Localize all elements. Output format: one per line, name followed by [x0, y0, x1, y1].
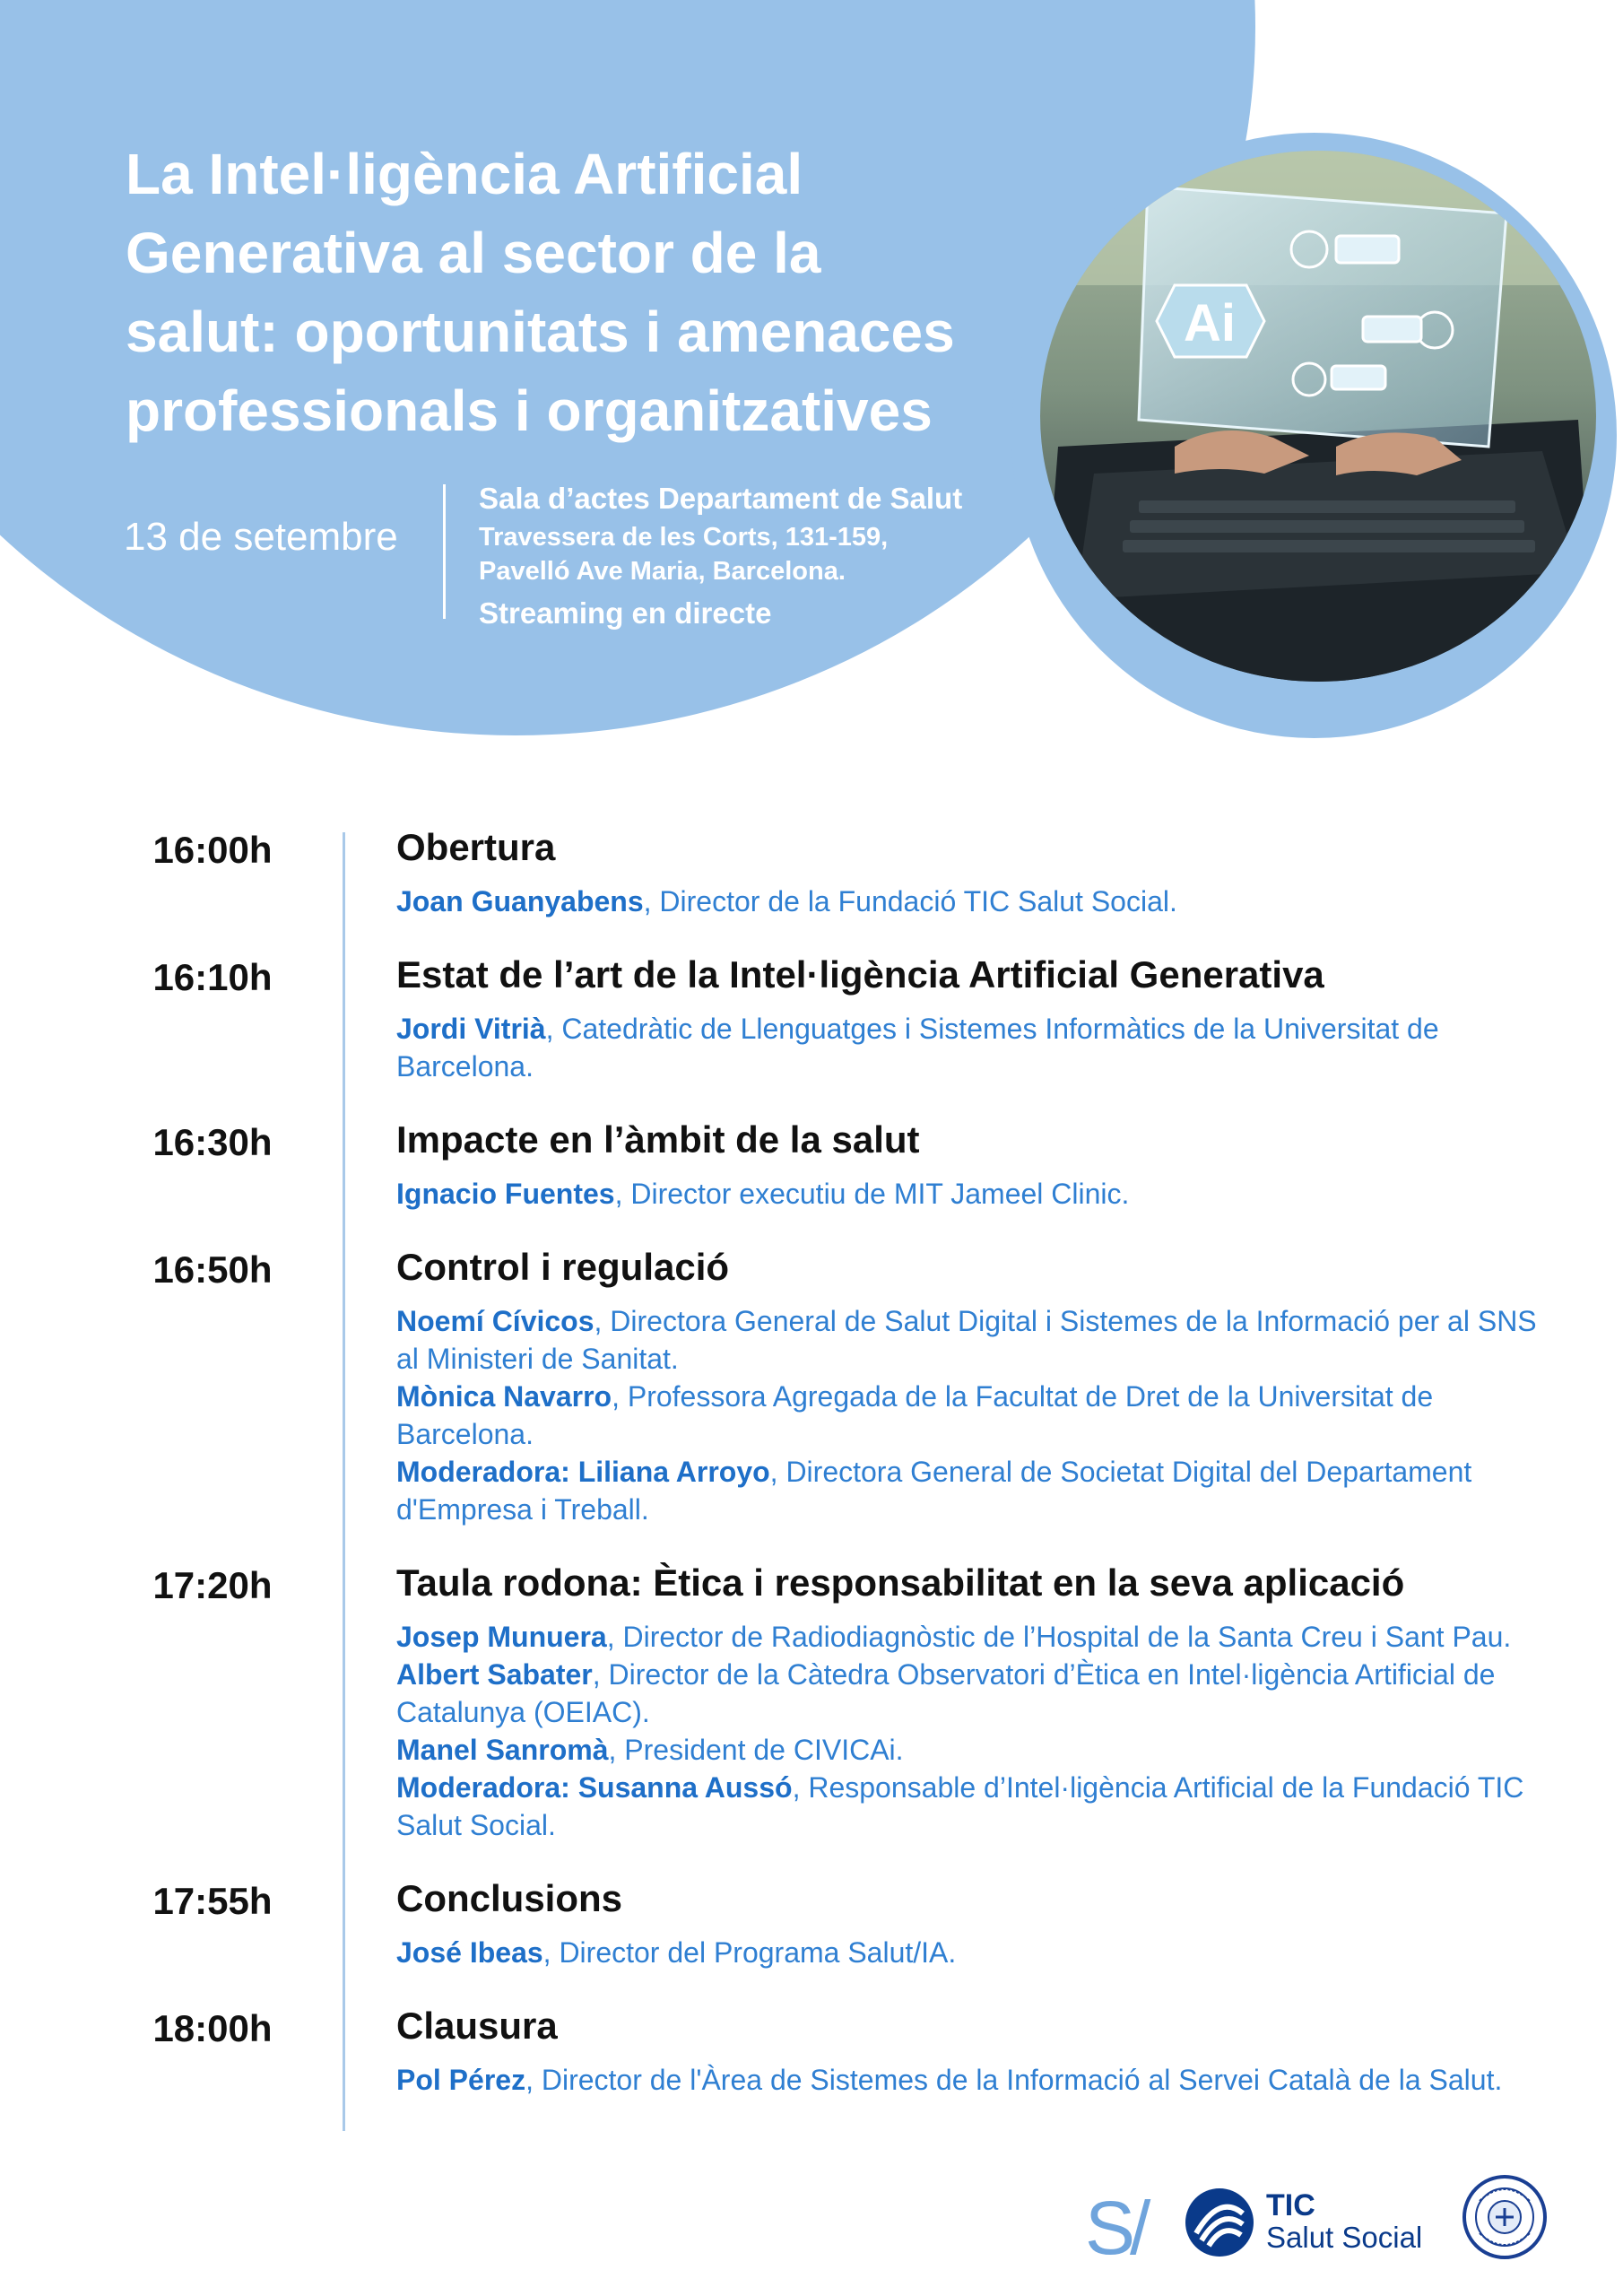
speaker: [396, 1656, 1544, 1731]
agenda-content: [396, 944, 1544, 1085]
agenda-content: [396, 1995, 1544, 2099]
speaker-name: Manel Sanromà: [396, 1734, 609, 1766]
agenda: [0, 816, 1623, 2122]
speaker-list: [396, 1934, 1544, 1971]
event-date: 13 de setembre: [124, 515, 398, 559]
agenda-content: [396, 816, 1544, 920]
speaker-name: Ignacio Fuentes: [396, 1178, 615, 1210]
agenda-item: [0, 1109, 1623, 1236]
speaker-list: [396, 1010, 1544, 1085]
speaker-role: , Director del Programa Salut/IA.: [542, 1936, 957, 1969]
agenda-title: Impacte en l’àmbit de la salut: [396, 1118, 920, 1161]
agenda-time: 16:00h: [152, 829, 273, 871]
header-divider: [443, 484, 446, 619]
speaker: [396, 1010, 1544, 1085]
tic-subtitle: Salut Social: [1266, 2221, 1423, 2254]
agenda-item: [0, 816, 1623, 944]
speaker-role: , Director de la Càtedra Observatori d’Ètica en Intel·ligència Artificial de Catalunya (OEIAC).: [396, 1658, 1496, 1728]
speaker: [396, 1769, 1544, 1844]
agenda-item: [0, 1867, 1623, 1995]
speaker: [396, 1302, 1544, 1378]
agenda-time: 16:30h: [152, 1121, 273, 1163]
ai-laptop-illustration: [1040, 151, 1596, 682]
speaker: [396, 1618, 1544, 1656]
agenda-title: Control i regulació: [396, 1246, 730, 1288]
agenda-content: [396, 1236, 1544, 1528]
agenda-title: Clausura: [396, 2005, 558, 2047]
agenda-item: [0, 1552, 1623, 1867]
programa-salut-ia-seal-icon: [1462, 2174, 1548, 2260]
title-line-2: Generativa al sector de la: [126, 221, 821, 285]
speaker-role: , Catedràtic de Llenguatges i Sistemes Informàtics de la Universitat de Barcelona.: [396, 1013, 1439, 1083]
speaker-list: [396, 1302, 1544, 1528]
speaker-name: Josep Munuera: [396, 1621, 607, 1653]
speaker-role: , Director executiu de MIT Jameel Clinic.: [614, 1178, 1130, 1210]
speaker-list: [396, 1618, 1544, 1844]
speaker: [396, 1934, 1544, 1971]
speaker: [396, 1731, 1544, 1769]
tic-word: TIC: [1266, 2188, 1315, 2222]
speaker-role: , Director de Radiodiagnòstic de l’Hospital de la Santa Creu i Sant Pau.: [606, 1621, 1512, 1653]
agenda-item: [0, 1995, 1623, 2122]
speaker-list: [396, 2061, 1544, 2099]
agenda-time: 17:20h: [152, 1564, 273, 1606]
speaker-list: [396, 1175, 1544, 1213]
title-line-1: La Intel·ligència Artificial: [126, 142, 803, 206]
ai-laptop-photo: [1040, 151, 1596, 682]
speaker: [396, 883, 1544, 920]
ai-badge-text: Ai: [1184, 294, 1236, 352]
venue-address-line-1: Travessera de les Corts, 131-159,: [479, 523, 889, 552]
agenda-title: Conclusions: [396, 1877, 623, 1919]
speaker-name: José Ibeas: [396, 1936, 543, 1969]
speaker-role: , Director de l'Àrea de Sistemes de la Informació al Servei Català de la Salut.: [525, 2064, 1503, 2096]
speaker-name: Albert Sabater: [396, 1658, 593, 1691]
agenda-time: 18:00h: [152, 2007, 273, 2049]
tic-salut-social-logo: [1184, 2183, 1423, 2264]
speaker: [396, 1175, 1544, 1213]
speaker-name: Pol Pérez: [396, 2064, 526, 2096]
tic-waves-icon: [1184, 2187, 1255, 2258]
speaker-role: , Directora General de Salut Digital i Sistemes de la Informació per al SNS al Ministeri de Sanitat.: [396, 1305, 1537, 1375]
speaker-name: Jordi Vitrià: [396, 1013, 546, 1045]
speaker: [396, 1378, 1544, 1453]
agenda-item: [0, 1236, 1623, 1552]
agenda-time: 17:55h: [152, 1880, 273, 1922]
page-title: [126, 135, 1022, 450]
agenda-content: [396, 1109, 1544, 1213]
venue-block: [479, 477, 962, 635]
speaker-role: , Responsable d’Intel·ligència Artificial de la Fundació TIC Salut Social.: [396, 1771, 1524, 1841]
salut-s-logo: S/: [1085, 2186, 1146, 2270]
venue-address-line-2: Pavelló Ave Maria, Barcelona.: [479, 557, 846, 586]
speaker-name: Moderadora: Liliana Arroyo: [396, 1456, 770, 1488]
speaker-role: , President de CIVICAi.: [608, 1734, 904, 1766]
agenda-title: Taula rodona: Ètica i responsabilitat en la seva aplicació: [396, 1561, 1405, 1604]
speaker-name: Joan Guanyabens: [396, 885, 644, 918]
agenda-content: [396, 1867, 1544, 1971]
speaker: [396, 1453, 1544, 1528]
speaker-name: Mònica Navarro: [396, 1380, 612, 1413]
agenda-title: Obertura: [396, 826, 556, 868]
speaker-role: , Professora Agregada de la Facultat de Dret de la Universitat de Barcelona.: [396, 1380, 1434, 1450]
streaming-note: Streaming en directe: [479, 596, 772, 630]
title-line-4: professionals i organitzatives: [126, 378, 933, 443]
footer-logos: [1085, 2170, 1551, 2269]
agenda-time: 16:10h: [152, 956, 273, 998]
speaker-name: Noemí Cívicos: [396, 1305, 595, 1337]
speaker: [396, 2061, 1544, 2099]
agenda-content: [396, 1552, 1544, 1844]
speaker-name: Moderadora: Susanna Aussó: [396, 1771, 793, 1804]
title-line-3: salut: oportunitats i amenaces: [126, 300, 955, 364]
venue-name: Sala d’actes Departament de Salut: [479, 482, 963, 515]
speaker-role: , Directora General de Societat Digital del Departament d'Empresa i Treball.: [396, 1456, 1472, 1526]
speaker-list: [396, 883, 1544, 920]
speaker-role: , Director de la Fundació TIC Salut Social.: [643, 885, 1177, 918]
agenda-title: Estat de l’art de la Intel·ligència Artificial Generativa: [396, 953, 1324, 996]
agenda-time: 16:50h: [152, 1248, 273, 1291]
agenda-item: [0, 944, 1623, 1109]
